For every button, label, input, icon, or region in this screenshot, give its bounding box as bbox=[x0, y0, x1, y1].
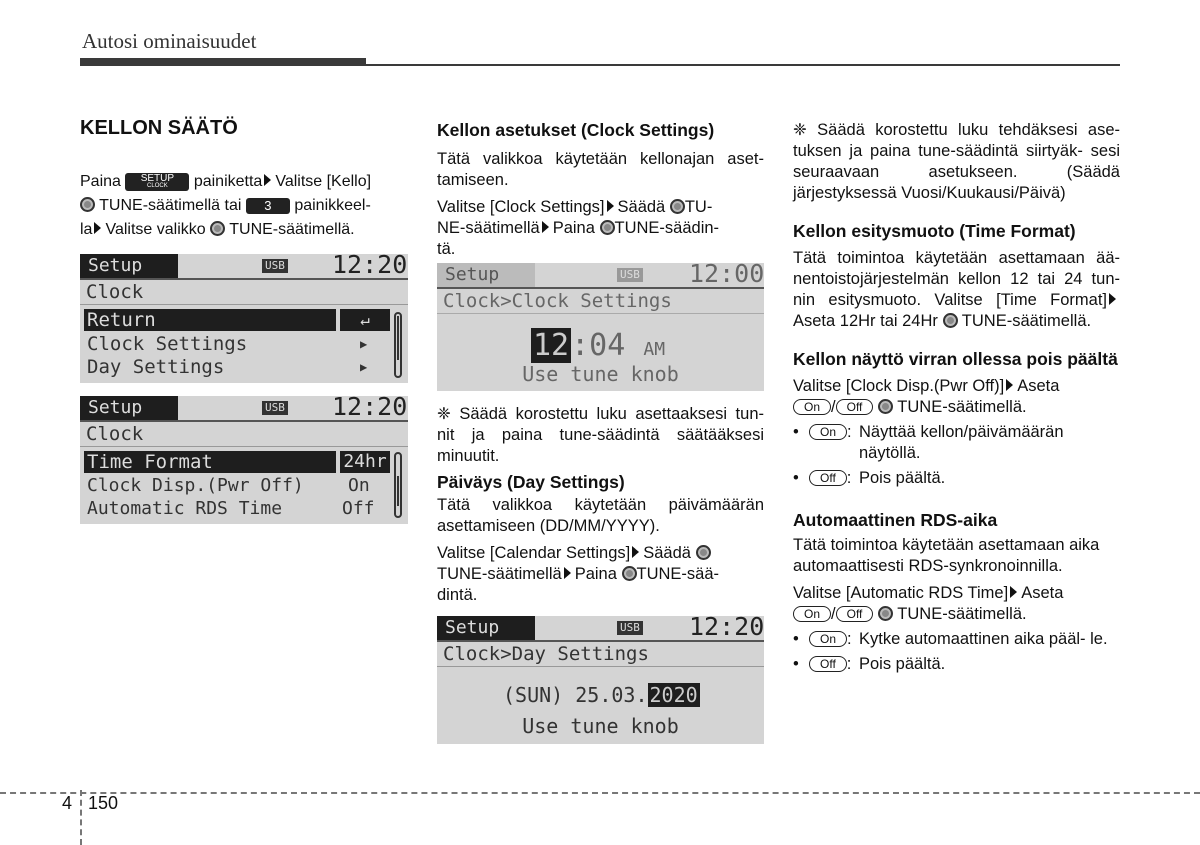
menu-item-day-settings: Day Settings bbox=[87, 356, 225, 378]
running-header: Autosi ominaisuudet bbox=[82, 29, 257, 53]
screen-tab: Setup bbox=[437, 616, 535, 640]
screen-clock: 12:00 bbox=[689, 263, 764, 288]
tune-knob-icon bbox=[622, 566, 637, 581]
arrow-right-icon bbox=[264, 174, 271, 186]
on-button: On bbox=[809, 631, 847, 647]
chevron-right-icon: ▶ bbox=[360, 337, 368, 351]
tune-knob-icon bbox=[670, 199, 685, 214]
tune-knob-icon bbox=[210, 221, 225, 236]
menu-item-time-format: Time Format bbox=[84, 451, 336, 473]
on-button: On bbox=[809, 424, 847, 440]
arrow-right-icon bbox=[607, 200, 614, 212]
usb-icon: USB bbox=[617, 268, 643, 282]
ampm-field: AM bbox=[643, 339, 666, 360]
off-button: Off bbox=[809, 470, 847, 486]
chevron-right-icon: ▶ bbox=[360, 360, 368, 374]
tune-knob-icon bbox=[80, 197, 95, 212]
screen-subtitle: Clock>Day Settings bbox=[437, 642, 764, 667]
arrow-right-icon bbox=[1109, 293, 1116, 305]
on-button: On bbox=[793, 399, 831, 415]
screen-tab: Setup bbox=[80, 396, 178, 420]
clock-settings-steps: Valitse [Clock Settings] Säädä TU- NE-säätimellä Paina TUNE-säädin- tä. bbox=[437, 198, 720, 258]
time-format-heading: Kellon esitysmuoto (Time Format) bbox=[793, 221, 1076, 241]
page-number: 150 bbox=[88, 793, 119, 813]
arrow-right-icon bbox=[542, 221, 549, 233]
menu-item-clock-settings: Clock Settings bbox=[87, 333, 248, 355]
date-editor bbox=[503, 682, 700, 708]
arrow-right-icon bbox=[632, 546, 639, 558]
middle-column-lower bbox=[437, 404, 764, 606]
clock-settings-desc: Tätä valikkoa käytetään kellonajan aset- tamiseen. bbox=[437, 150, 764, 189]
middle-column bbox=[437, 119, 764, 260]
button-3: 3 bbox=[246, 198, 290, 214]
rds-heading: Automaattinen RDS-aika bbox=[793, 510, 998, 530]
date-note: ❈ Säädä korostettu luku tehdäksesi ase- tuksen ja paina tune-säädintä siirtyäk- sesi seuraavaan asetukseen. (Säädä järjestyksessä Vuosi/Kuukausi/Päivä) bbox=[793, 121, 1120, 202]
screen-hint: Use tune knob bbox=[522, 714, 679, 738]
rds-desc: Tätä toimintoa käytetään asettamaan aika automaattisesti RDS-synkronoinnilla. bbox=[793, 536, 1100, 575]
time-format-desc: Tätä toimintoa käytetään asettamaan ää- nentoistojärjestelmän kellon 12 tai 24 tun- nin esitysmuoto. Valitse [Time Format] Aseta 12Hr tai 24Hr TUNE-säätimellä. bbox=[793, 249, 1120, 330]
tune-knob-icon bbox=[943, 313, 958, 328]
bullet-rds-off: • Off : Pois päältä. bbox=[793, 655, 946, 673]
screen-clock: 12:20 bbox=[332, 254, 408, 279]
date-field: (SUN) 25.03. bbox=[503, 683, 648, 707]
setup-clock-options-screen bbox=[80, 396, 408, 524]
header-rule bbox=[366, 64, 1120, 66]
tune-knob-icon bbox=[600, 220, 615, 235]
rds-steps: Valitse [Automatic RDS Time] Aseta On / Off TUNE-säätimellä. bbox=[793, 584, 1064, 623]
tune-knob-icon bbox=[878, 606, 893, 621]
clock-disp-steps: Valitse [Clock Disp.(Pwr Off)] Aseta On / Off TUNE-säätimellä. bbox=[793, 377, 1060, 416]
off-button: Off bbox=[836, 606, 874, 622]
clock-settings-screen bbox=[437, 263, 764, 391]
year-field: 2020 bbox=[649, 683, 698, 707]
scrollbar bbox=[394, 452, 402, 518]
screen-clock: 12:20 bbox=[689, 616, 764, 641]
arrow-right-icon bbox=[1010, 586, 1017, 598]
usb-icon: USB bbox=[617, 621, 643, 635]
bullet-off: • Off : Pois päältä. bbox=[793, 469, 946, 487]
clock-disp-value: On bbox=[348, 475, 370, 496]
setup-clock-screen bbox=[80, 254, 408, 383]
screen-subtitle: Clock bbox=[80, 280, 408, 305]
scrollbar bbox=[394, 312, 402, 378]
bullet-on: • On : Näyttää kellon/päivämäärän näytöllä. bbox=[793, 423, 1064, 462]
day-settings-screen bbox=[437, 616, 764, 744]
hour-note: ❈ Säädä korostettu luku asettaaksesi tun- nit ja paina tune-säädintä säätääksesi minuutit. bbox=[437, 405, 764, 465]
footer-divider bbox=[80, 790, 82, 845]
usb-icon: USB bbox=[262, 259, 288, 273]
tune-knob-icon bbox=[696, 545, 711, 560]
arrow-right-icon bbox=[94, 222, 101, 234]
screen-subtitle: Clock>Clock Settings bbox=[437, 289, 764, 314]
screen-subtitle: Clock bbox=[80, 422, 408, 447]
chapter-number: 4 bbox=[62, 793, 73, 813]
left-column bbox=[80, 118, 410, 242]
menu-item-return: Return bbox=[84, 309, 336, 331]
clock-settings-heading: Kellon asetukset (Clock Settings) bbox=[437, 120, 715, 140]
hour-field: 12 bbox=[533, 328, 570, 363]
screen-tab: Setup bbox=[80, 254, 178, 278]
screen-clock: 12:20 bbox=[332, 396, 408, 421]
screen-hint: Use tune knob bbox=[522, 362, 679, 386]
header-bar bbox=[80, 58, 366, 66]
return-icon: ↵ bbox=[340, 309, 390, 331]
off-button: Off bbox=[836, 399, 874, 415]
day-settings-steps: Valitse [Calendar Settings] Säädä TUNE-säätimellä Paina TUNE-sää- dintä. bbox=[437, 544, 720, 604]
menu-item-rds-time: Automatic RDS Time bbox=[87, 498, 283, 519]
right-column bbox=[793, 120, 1120, 675]
day-settings-desc: Tätä valikkoa käytetään päivämäärän asettamiseen (DD/MM/YYYY). bbox=[437, 496, 764, 535]
usb-icon: USB bbox=[262, 401, 288, 415]
setup-button: SETUP CLOCK bbox=[125, 173, 189, 191]
screen-tab: Setup bbox=[437, 263, 535, 287]
section-heading: KELLON SÄÄTÖ bbox=[80, 117, 238, 139]
arrow-right-icon bbox=[564, 567, 571, 579]
bullet-rds-on: • On : Kytke automaattinen aika pääl- le. bbox=[793, 630, 1108, 648]
menu-item-clock-disp: Clock Disp.(Pwr Off) bbox=[87, 475, 304, 496]
tune-knob-icon bbox=[878, 399, 893, 414]
intro-paragraph: Paina SETUP CLOCK painiketta Valitse [Kello] TUNE-säätimellä tai 3 painikkeel- la Valitse valikko TUNE-säätimellä. bbox=[80, 172, 372, 238]
arrow-right-icon bbox=[1006, 379, 1013, 391]
time-format-value: 24hr bbox=[340, 451, 390, 473]
off-button: Off bbox=[809, 656, 847, 672]
day-settings-heading: Päiväys (Day Settings) bbox=[437, 472, 625, 492]
on-button: On bbox=[793, 606, 831, 622]
minute-field: :04 bbox=[571, 328, 626, 363]
footer-rule bbox=[0, 792, 1200, 794]
clock-disp-heading: Kellon näyttö virran ollessa pois päältä bbox=[793, 349, 1118, 369]
rds-time-value: Off bbox=[342, 498, 375, 519]
